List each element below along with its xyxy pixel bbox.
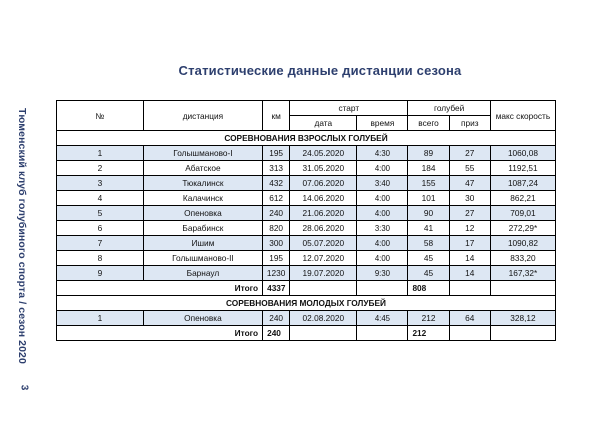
row-time: 3:40: [357, 176, 408, 191]
row-km: 195: [263, 146, 290, 161]
header-total: всего: [408, 116, 449, 131]
side-caption: Тюменский клуб голубиного спорта / сезон 2020: [16, 108, 28, 364]
row-distance: Голышманово-II: [143, 251, 262, 266]
row-distance: Опеновка: [143, 311, 262, 326]
row-num: 3: [57, 176, 144, 191]
header-num: №: [57, 101, 144, 131]
row-total: 212: [408, 311, 449, 326]
row-num: 5: [57, 206, 144, 221]
total-pigeons: 212: [408, 326, 449, 341]
page-number: 3: [18, 384, 30, 391]
table-row: [57, 236, 556, 251]
row-max-speed: 272,29*: [490, 221, 555, 236]
table-row: [57, 161, 556, 176]
row-num: 7: [57, 236, 144, 251]
row-prize: 12: [449, 221, 490, 236]
row-time: 4:00: [357, 206, 408, 221]
table-row: [57, 206, 556, 221]
table-row: [57, 251, 556, 266]
total-empty: [449, 326, 490, 341]
row-prize: 27: [449, 206, 490, 221]
row-total: 45: [408, 266, 449, 281]
row-prize: 64: [449, 311, 490, 326]
row-num: 4: [57, 191, 144, 206]
row-km: 313: [263, 161, 290, 176]
total-pigeons: 808: [408, 281, 449, 296]
header-date: дата: [290, 116, 357, 131]
row-num: 1: [57, 311, 144, 326]
total-empty: [290, 281, 357, 296]
row-max-speed: 709,01: [490, 206, 555, 221]
row-time: 9:30: [357, 266, 408, 281]
row-km: 820: [263, 221, 290, 236]
section-title: СОРЕВНОВАНИЯ ВЗРОСЛЫХ ГОЛУБЕЙ: [57, 131, 556, 146]
table-body: [57, 131, 556, 341]
header-start: старт: [290, 101, 408, 116]
row-date: 02.08.2020: [290, 311, 357, 326]
row-total: 58: [408, 236, 449, 251]
row-prize: 47: [449, 176, 490, 191]
section-title: СОРЕВНОВАНИЯ МОЛОДЫХ ГОЛУБЕЙ: [57, 296, 556, 311]
row-total: 41: [408, 221, 449, 236]
table-row: [57, 191, 556, 206]
row-km: 300: [263, 236, 290, 251]
row-prize: 55: [449, 161, 490, 176]
row-num: 6: [57, 221, 144, 236]
table-row: [57, 146, 556, 161]
total-row: [57, 281, 556, 296]
row-km: 612: [263, 191, 290, 206]
header-time: время: [357, 116, 408, 131]
row-prize: 27: [449, 146, 490, 161]
header-km: км: [263, 101, 290, 131]
row-total: 90: [408, 206, 449, 221]
row-time: 3:30: [357, 221, 408, 236]
row-distance: Калачинск: [143, 191, 262, 206]
row-prize: 30: [449, 191, 490, 206]
row-km: 240: [263, 311, 290, 326]
header-pigeons: голубей: [408, 101, 490, 116]
row-time: 4:00: [357, 191, 408, 206]
row-time: 4:00: [357, 161, 408, 176]
row-prize: 14: [449, 266, 490, 281]
total-empty: [449, 281, 490, 296]
total-km: 4337: [263, 281, 290, 296]
row-time: 4:30: [357, 146, 408, 161]
row-max-speed: 1060,08: [490, 146, 555, 161]
row-distance: Опеновка: [143, 206, 262, 221]
header-prize: приз: [449, 116, 490, 131]
row-distance: Ишим: [143, 236, 262, 251]
row-max-speed: 862,21: [490, 191, 555, 206]
row-max-speed: 1087,24: [490, 176, 555, 191]
row-time: 4:00: [357, 236, 408, 251]
header-distance: дистанция: [143, 101, 262, 131]
table-header: [57, 101, 556, 131]
row-max-speed: 833,20: [490, 251, 555, 266]
row-max-speed: 1090,82: [490, 236, 555, 251]
row-date: 28.06.2020: [290, 221, 357, 236]
total-label: Итого: [57, 281, 263, 296]
row-prize: 14: [449, 251, 490, 266]
total-row: [57, 326, 556, 341]
row-date: 12.07.2020: [290, 251, 357, 266]
row-distance: Голышманово-I: [143, 146, 262, 161]
page-title: Статистические данные дистанции сезона: [178, 63, 462, 78]
row-prize: 17: [449, 236, 490, 251]
row-date: 07.06.2020: [290, 176, 357, 191]
row-total: 101: [408, 191, 449, 206]
row-km: 432: [263, 176, 290, 191]
row-total: 184: [408, 161, 449, 176]
row-total: 45: [408, 251, 449, 266]
total-empty: [490, 326, 555, 341]
row-date: 19.07.2020: [290, 266, 357, 281]
row-date: 31.05.2020: [290, 161, 357, 176]
total-empty: [357, 326, 408, 341]
header-max-speed: макс скорость: [490, 101, 555, 131]
row-time: 4:00: [357, 251, 408, 266]
row-total: 155: [408, 176, 449, 191]
row-total: 89: [408, 146, 449, 161]
row-time: 4:45: [357, 311, 408, 326]
row-distance: Абатское: [143, 161, 262, 176]
row-num: 8: [57, 251, 144, 266]
row-num: 2: [57, 161, 144, 176]
distance-stats-table: [56, 100, 556, 341]
row-date: 14.06.2020: [290, 191, 357, 206]
table-row: [57, 311, 556, 326]
row-num: 9: [57, 266, 144, 281]
total-label: Итого: [57, 326, 263, 341]
row-distance: Барнаул: [143, 266, 262, 281]
row-max-speed: 328,12: [490, 311, 555, 326]
row-km: 195: [263, 251, 290, 266]
row-date: 21.06.2020: [290, 206, 357, 221]
row-distance: Тюкалинск: [143, 176, 262, 191]
total-empty: [357, 281, 408, 296]
table-row: [57, 221, 556, 236]
row-distance: Барабинск: [143, 221, 262, 236]
section-header-row: [57, 131, 556, 146]
section-header-row: [57, 296, 556, 311]
row-km: 240: [263, 206, 290, 221]
total-empty: [290, 326, 357, 341]
row-num: 1: [57, 146, 144, 161]
row-date: 05.07.2020: [290, 236, 357, 251]
row-max-speed: 167,32*: [490, 266, 555, 281]
row-max-speed: 1192,51: [490, 161, 555, 176]
table-row: [57, 266, 556, 281]
total-km: 240: [263, 326, 290, 341]
table-row: [57, 176, 556, 191]
total-empty: [490, 281, 555, 296]
row-km: 1230: [263, 266, 290, 281]
row-date: 24.05.2020: [290, 146, 357, 161]
